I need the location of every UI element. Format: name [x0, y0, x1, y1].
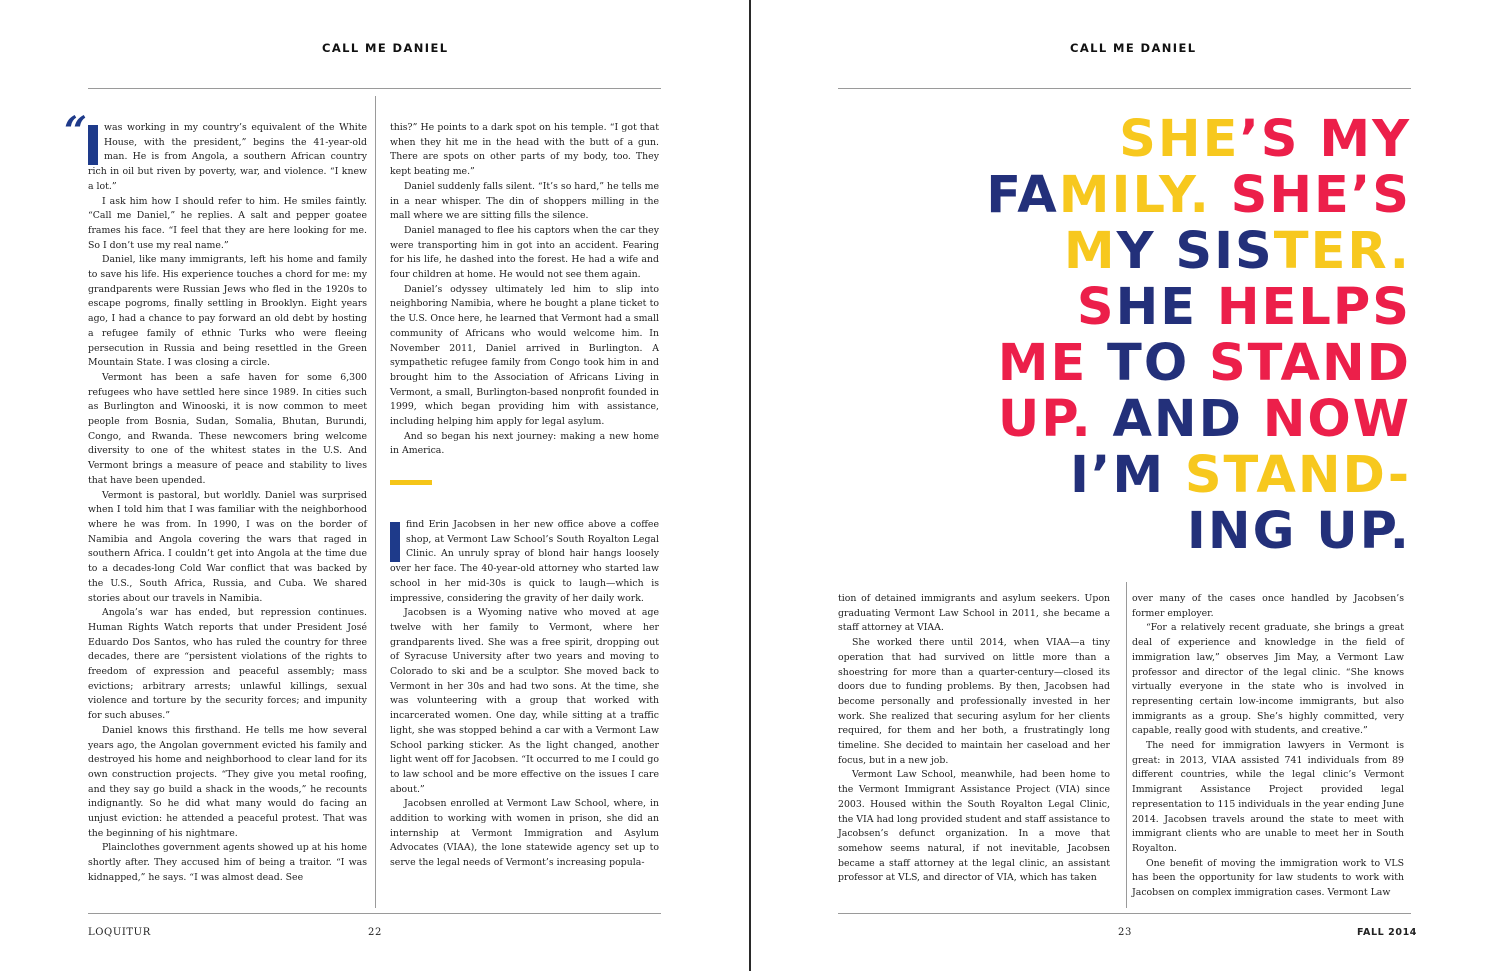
column-divider-left — [375, 96, 376, 908]
pull-quote-segment: TER. — [1273, 222, 1411, 281]
paragraph: Vermont Law School, meanwhile, had been home to the Vermont Immigrant Assistance Project (VIA) since 2003. Housed within the South Royalton Legal Clinic, the VIA had long provided student and staff assistance to Jacobsen’s defunct organization. In a move that somehow seems natural, if not inevitable, Jacobsen became a staff attorney at the legal clinic, an assistant professor at VLS, and director of VIA, which has taken — [838, 769, 1110, 884]
pull-quote-segment: UP. — [997, 390, 1113, 449]
pull-quote-segment: HELPS — [1216, 278, 1411, 337]
right-column-1 — [838, 592, 1110, 892]
pull-quote-line — [941, 392, 1411, 448]
pull-quote-segment: AND — [1112, 390, 1263, 449]
paragraph: Plainclothes government agents showed up at his home shortly after. They accused him of being a traitor. “I was kidnapped,” he says. “I was almost dead. See — [88, 842, 367, 883]
pull-quote-line — [941, 504, 1411, 560]
drop-cap-i — [88, 125, 98, 165]
footer-rule-right — [838, 913, 1411, 914]
pull-quote-segment: SIS — [1175, 222, 1274, 281]
paragraph: over many of the cases once handled by Jacobsen’s former employer. — [1132, 593, 1404, 619]
pull-quote-line — [941, 448, 1411, 504]
pull-quote-segment: M — [1063, 222, 1117, 281]
paragraph: this?” He points to a dark spot on his temple. “I got that when they hit me in the head with the butt of a gun. There are spots on other parts of my body, too. They kept beating me.” — [390, 122, 659, 178]
page-number-left: 22 — [368, 927, 382, 938]
pull-quote-segment: ’S — [1239, 110, 1320, 169]
pull-quote-segment: ING UP. — [1186, 502, 1411, 561]
paragraph: Jacobsen is a Wyoming native who moved at age twelve with her family to Vermont, where her grandparents lived. She was a free spirit, dropping out of Syracuse University after two years and moving to Colorado to ski and be a sculptor. She moved back to Vermont in her 30s and had two sons. At the time, she was volunteering with a group that worked with incarcerated women. One day, while sitting at a traffic light, she was stopped behind a car with a Vermont Law School parking sticker. As the light changed, another light went off for Jacobsen. “It occurred to me I could go to law school and be more effective on the issues I care about.” — [390, 607, 659, 795]
left-column-1 — [88, 121, 367, 891]
paragraph: She worked there until 2014, when VIAA—a tiny operation that had survived on little more than a shoestring for more than a quarter-century—closed its doors due to funding problems. By then, Jacobsen had become personally and professionally invested in her work. She realized that securing asylum for her clients required, for them and her both, a frustratingly long timeline. She decided to maintain her caseload and her focus, but in a new job. — [838, 637, 1110, 766]
running-head-right: CALL ME DANIEL — [1070, 41, 1197, 55]
paragraph: Vermont has been a safe haven for some 6,300 refugees who have settled here since 1989. In cities such as Burlington and Winooski, it is now common to meet people from Bosnia, Sudan, Somalia, Bhutan, Burundi, Congo, and Rwanda. These newcomers bring welcome diversity to one of the whitest states in the U.S. And Vermont brings a measure of peace and stability to lives that have been upended. — [88, 371, 367, 486]
left-page — [0, 0, 749, 971]
pull-quote-line — [941, 112, 1411, 168]
pull-quote-segment: SHE’S — [1230, 166, 1411, 225]
pull-quote-segment: HE — [1157, 110, 1240, 169]
header-rule-right — [838, 88, 1411, 89]
paragraph: Daniel, like many immigrants, left his home and family to save his life. His experience touches a chord for me: my grandparents were Russian Jews who fled in the 1920s to escape pogroms, finally settling in Brooklyn. Eight years ago, I had a chance to pay forward an old debt by hosting a refugee family of ethnic Turks who were fleeing persecution in Russia and being resettled in the Green Mountain State. I was closing a circle. — [88, 254, 367, 369]
pull-quote-segment: ME — [997, 334, 1108, 393]
pull-quote-segment: I’M — [1069, 446, 1185, 505]
pull-quote — [941, 112, 1411, 560]
paragraph: One benefit of moving the immigration work to VLS has been the opportunity for law students to work with Jacobsen on complex immigration cases. Vermont Law — [1132, 857, 1404, 899]
left-column-2-top — [390, 121, 659, 477]
pull-quote-segment: STAND — [1208, 334, 1411, 393]
paragraph: Jacobsen enrolled at Vermont Law School, where, in addition to working with women in prison, she did an internship at Vermont Immigration and Asylum Advocates (VIAA), the lone statewide agency set up to serve the legal needs of Vermont’s increasing popula- — [390, 798, 659, 869]
paragraph: tion of detained immigrants and asylum seekers. Upon graduating Vermont Law School in 2011, she became a staff attorney at VIAA. — [838, 593, 1110, 634]
pull-quote-segment: HE — [1115, 278, 1217, 337]
open-quote-mark: “ — [64, 108, 88, 155]
paragraph: Angola’s war has ended, but repression continues. Human Rights Watch reports that under President José Eduardo Dos Santos, who has ruled the country for three decades, there are “persistent violations of the rights to freedom of expression and peaceful assembly; mass evictions; arbitrary arrests; unlawful killings, sexual violence and torture by the security forces; and impunity for such abuses.” — [88, 607, 367, 722]
paragraph: Vermont is pastoral, but worldly. Daniel was surprised when I told him that I was familiar with the neighborhood where he was from. In 1990, I was on the border of Namibia and Angola covering the wars that raged in southern Africa. I couldn’t get into Angola at the time due to a decades-long Cold War conflict that was backed by the U.S., South Africa, Russia, and Cuba. We shared stories about our travels in Namibia. — [88, 489, 367, 604]
right-page — [751, 0, 1500, 971]
left-column-2-bottom — [390, 518, 659, 890]
pull-quote-segment: FA — [986, 166, 1059, 225]
pull-quote-segment: STAND- — [1184, 446, 1411, 505]
running-head-left: CALL ME DANIEL — [322, 41, 449, 55]
paragraph: Daniel’s odyssey ultimately led him to slip into neighboring Namibia, where he bought a plane ticket to the U.S. Once here, he learned that Vermont had a small community of Africans who would welcome him. In November 2011, Daniel arrived in Burlington. A sympathetic refugee family from Congo took him in and brought him to the Association of Africans Living in Vermont, a small, Burlington-based nonprofit founded in 1999, which began providing him with assistance, including helping him apply for legal asylum. — [390, 283, 659, 428]
pull-quote-segment: TO — [1107, 334, 1209, 393]
header-rule-left — [88, 88, 661, 89]
paragraph: Daniel knows this firsthand. He tells me how several years ago, the Angolan government evicted his family and destroyed his home and neighborhood to clear land for its own construction projects. “They give you metal roofing, and they say go build a shack in the woods,” he recounts indignantly. So he did what many would do facing an unjust eviction: he attended a peaceful protest. That was the beginning of his nightmare. — [88, 724, 367, 839]
footer-rule-left — [88, 913, 661, 914]
paragraph: find Erin Jacobsen in her new office above a coffee shop, at Vermont Law School’s South Royalton Legal Clinic. An unruly spray of blond hair hangs loosely over her face. The 40-year-old attorney who started law school in her mid-30s is quick to laugh—which is impressive, considering the gravity of her daily work. — [390, 519, 659, 604]
paragraph: The need for immigration lawyers in Vermont is great: in 2013, VIAA assisted 741 individuals from 89 different countries, while the legal clinic’s Vermont Immigrant Assistance Project provided legal representation to 115 individuals in the year ending June 2014. Jacobsen travels around the state to meet with immigrant clients who are unable to meet her in South Royalton. — [1132, 740, 1404, 854]
pull-quote-line — [941, 280, 1411, 336]
page-number-right: 23 — [1118, 927, 1132, 938]
paragraph: was working in my country’s equivalent of the White House, with the president,” begins the 41-year-old man. He is from Angola, a southern African country rich in oil but riven by poverty, war, and violence. “I knew a lot.” — [88, 122, 367, 192]
paragraph: And so began his next journey: making a new home in America. — [390, 430, 659, 457]
column-divider-right — [1126, 582, 1127, 908]
drop-cap-i — [390, 522, 400, 562]
pull-quote-segment: S — [1119, 110, 1158, 169]
pull-quote-line — [941, 336, 1411, 392]
paragraph: “For a relatively recent graduate, she brings a great deal of experience and knowledge in the field of immigration law,” observes Jim May, a Vermont Law professor and director of the legal clinic. “She knows virtually everyone in the state who is involved in representing certain low-income immigrants, but also immigrants as a group. She’s highly committed, very capable, really good with students, and creative.” — [1132, 622, 1404, 737]
paragraph: Daniel suddenly falls silent. “It’s so hard,” he tells me in a near whisper. The din of shoppers milling in the mall where we are sitting fills the silence. — [390, 180, 659, 222]
section-break-bar — [390, 480, 432, 485]
right-column-2 — [1132, 592, 1404, 899]
issue-date: FALL 2014 — [1357, 927, 1418, 938]
paragraph: I ask him how I should refer to him. He smiles faintly. “Call me Daniel,” he replies. A salt and pepper goatee frames his face. “I feel that they are here looking for me. So I don’t use my real name.” — [88, 195, 367, 251]
pull-quote-segment: S — [1076, 278, 1116, 337]
pull-quote-segment: MILY. — [1058, 166, 1231, 225]
magazine-name: LOQUITUR — [88, 927, 151, 938]
pull-quote-segment: MY — [1319, 110, 1411, 169]
paragraph: Daniel managed to flee his captors when the car they were transporting him in got into an accident. Fearing for his life, he dashed into the forest. He had a wife and four children at home. He would not see them again. — [390, 224, 659, 281]
pull-quote-line — [941, 224, 1411, 280]
pull-quote-segment: NOW — [1262, 390, 1411, 449]
pull-quote-line — [941, 168, 1411, 224]
pull-quote-segment: Y — [1116, 222, 1176, 281]
